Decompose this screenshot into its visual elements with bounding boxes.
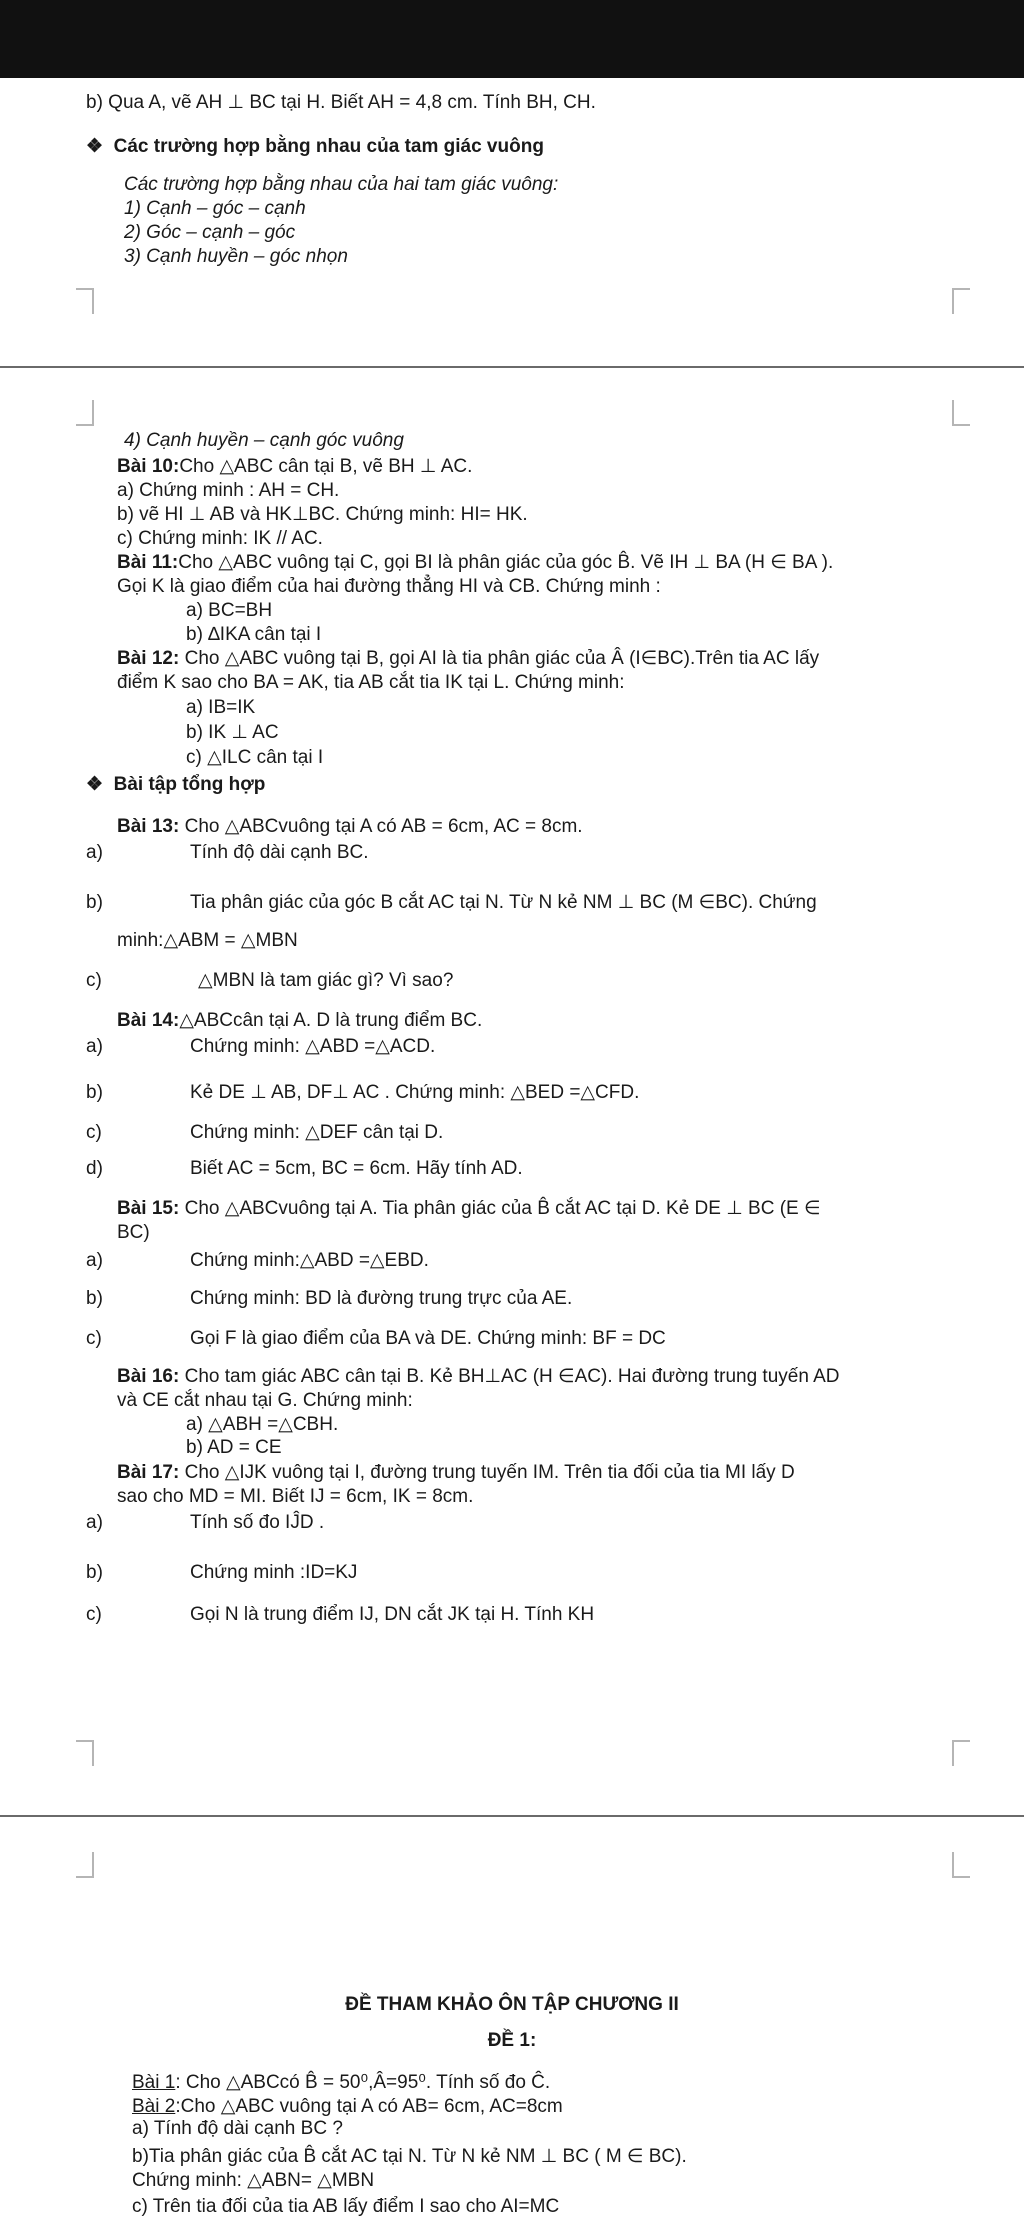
bai13-a-label: a)	[86, 842, 103, 863]
bai12-line2: điểm K sao cho BA = AK, tia AB cắt tia IK tại L. Chứng minh:	[117, 672, 625, 693]
crop-mark	[76, 1852, 94, 1878]
crop-mark	[76, 400, 94, 426]
diamond-bullet-icon: ❖	[86, 774, 104, 795]
bai17-line2: sao cho MD = MI. Biết IJ = 6cm, IK = 8cm.	[117, 1486, 474, 1507]
bai13: Bài 13: Cho △ABCvuông tại A có AB = 6cm, AC = 8cm.	[117, 816, 583, 837]
bai16: Bài 16: Cho tam giác ABC cân tại B. Kẻ BH⊥AC (H ∈AC). Hai đường trung tuyến AD	[117, 1366, 840, 1387]
crop-mark	[76, 288, 94, 314]
case-1: 1) Cạnh – góc – cạnh	[124, 198, 306, 219]
de1-bai2-b: b)Tia phân giác của B̂ cắt AC tại N. Từ N kẻ NM ⊥ BC ( M ∈ BC).	[132, 2146, 687, 2167]
exercise-b: b) Qua A, vẽ AH ⊥ BC tại H. Biết AH = 4,8 cm. Tính BH, CH.	[86, 92, 596, 113]
bai13-c-label: c)	[86, 970, 102, 991]
de1-bai2: Bài 2:Cho △ABC vuông tại A có AB= 6cm, AC=8cm	[132, 2096, 563, 2117]
bai13-c: △MBN là tam giác gì? Vì sao?	[198, 970, 454, 991]
bai14-b: Kẻ DE ⊥ AB, DF⊥ AC . Chứng minh: △BED =△CFD.	[190, 1082, 640, 1103]
case-3: 3) Cạnh huyền – góc nhọn	[124, 246, 348, 267]
page-divider	[0, 366, 1024, 368]
de1-bai2-c: c) Trên tia đối của tia AB lấy điểm I sao cho AI=MC	[132, 2196, 560, 2217]
crop-mark	[952, 1740, 970, 1766]
crop-mark	[952, 400, 970, 426]
case-2: 2) Góc – cạnh – góc	[124, 222, 296, 243]
bai12-b: b) IK ⊥ AC	[186, 722, 279, 743]
bai17-b-label: b)	[86, 1562, 103, 1583]
page-subtitle: ĐỀ 1:	[487, 2030, 537, 2051]
bai14-b-label: b)	[86, 1082, 103, 1103]
page-divider	[0, 1815, 1024, 1817]
bai17-b: Chứng minh :ID=KJ	[190, 1562, 358, 1583]
bai11-a: a) BC=BH	[186, 600, 273, 621]
bai15-a: Chứng minh:△ABD =△EBD.	[190, 1250, 429, 1271]
de1-bai1: Bài 1: Cho △ABCcó B̂ = 50⁰,Â=95⁰. Tính số đo Ĉ.	[132, 2072, 551, 2093]
crop-mark	[952, 288, 970, 314]
bai15-b: Chứng minh: BD là đường trung trực của AE.	[190, 1288, 573, 1309]
bai14-a: Chứng minh: △ABD =△ACD.	[190, 1036, 436, 1057]
crop-mark	[76, 1740, 94, 1766]
bai14-d: Biết AC = 5cm, BC = 6cm. Hãy tính AD.	[190, 1158, 523, 1179]
bai14-c-label: c)	[86, 1122, 102, 1143]
bai15-a-label: a)	[86, 1250, 103, 1271]
bai13-b-label: b)	[86, 892, 103, 913]
bai15-c-label: c)	[86, 1328, 102, 1349]
bai10-b: b) vẽ HI ⊥ AB và HK⊥BC. Chứng minh: HI= HK.	[117, 504, 528, 525]
bai13-b: Tia phân giác của góc B cắt AC tại N. Từ N kẻ NM ⊥ BC (M ∈BC). Chứng	[190, 892, 817, 913]
bai12-a: a) IB=IK	[186, 697, 256, 718]
bai15-c: Gọi F là giao điểm của BA và DE. Chứng minh: BF = DC	[190, 1328, 666, 1349]
page-title: ĐỀ THAM KHẢO ÔN TẬP CHƯƠNG II	[345, 1994, 679, 2015]
bai11: Bài 11:Cho △ABC vuông tại C, gọi BI là phân giác của góc B̂. Vẽ IH ⊥ BA (H ∈ BA ).	[117, 552, 834, 573]
bai17: Bài 17: Cho △IJK vuông tại I, đường trung tuyến IM. Trên tia đối của tia MI lấy D	[117, 1462, 795, 1483]
bai10-c: c) Chứng minh: IK // AC.	[117, 528, 323, 549]
bai14-c: Chứng minh: △DEF cân tại D.	[190, 1122, 444, 1143]
diamond-bullet-icon: ❖	[86, 136, 104, 157]
bai17-c: Gọi N là trung điểm IJ, DN cắt JK tại H. Tính KH	[190, 1604, 595, 1625]
de1-bai2-b2: Chứng minh: △ABN= △MBN	[132, 2170, 375, 2191]
de1-bai2-a: a) Tính độ dài cạnh BC ?	[132, 2118, 343, 2139]
bai17-a: Tính số đo IĴD .	[190, 1512, 325, 1533]
bai15-line2: BC)	[117, 1222, 150, 1243]
bai16-a: a) △ABH =△CBH.	[186, 1414, 339, 1435]
bai16-b: b) AD = CE	[186, 1437, 282, 1458]
crop-mark	[952, 1852, 970, 1878]
bai11-line2: Gọi K là giao điểm của hai đường thẳng HI và CB. Chứng minh :	[117, 576, 661, 597]
bai13-b-cont: minh:△ABM = △MBN	[117, 930, 298, 951]
bai15: Bài 15: Cho △ABCvuông tại A. Tia phân giác của B̂ cắt AC tại D. Kẻ DE ⊥ BC (E ∈	[117, 1198, 821, 1219]
status-bar	[0, 0, 1024, 78]
bai14-d-label: d)	[86, 1158, 103, 1179]
bai10: Bài 10:Cho △ABC cân tại B, vẽ BH ⊥ AC.	[117, 456, 473, 477]
bai12: Bài 12: Cho △ABC vuông tại B, gọi AI là tia phân giác của Â (I∈BC).Trên tia AC lấy	[117, 648, 820, 669]
bai15-b-label: b)	[86, 1288, 103, 1309]
cases-title: Các trường hợp bằng nhau của hai tam giác vuông:	[124, 174, 559, 195]
bai11-b: b) ∆IKA cân tại I	[186, 624, 322, 645]
bai14: Bài 14:△ABCcân tại A. D là trung điểm BC.	[117, 1010, 483, 1031]
bai10-a: a) Chứng minh : AH = CH.	[117, 480, 340, 501]
bai13-a: Tính độ dài cạnh BC.	[190, 842, 369, 863]
section-heading-cases: ❖ Các trường hợp bằng nhau của tam giác vuông	[86, 136, 544, 157]
bai17-c-label: c)	[86, 1604, 102, 1625]
section-heading-general: ❖ Bài tập tổng hợp	[86, 774, 266, 795]
bai14-a-label: a)	[86, 1036, 103, 1057]
bai16-line2: và CE cắt nhau tại G. Chứng minh:	[117, 1390, 413, 1411]
case-4: 4) Cạnh huyền – cạnh góc vuông	[124, 430, 404, 451]
bai12-c: c) △ILC cân tại I	[186, 747, 324, 768]
bai17-a-label: a)	[86, 1512, 103, 1533]
